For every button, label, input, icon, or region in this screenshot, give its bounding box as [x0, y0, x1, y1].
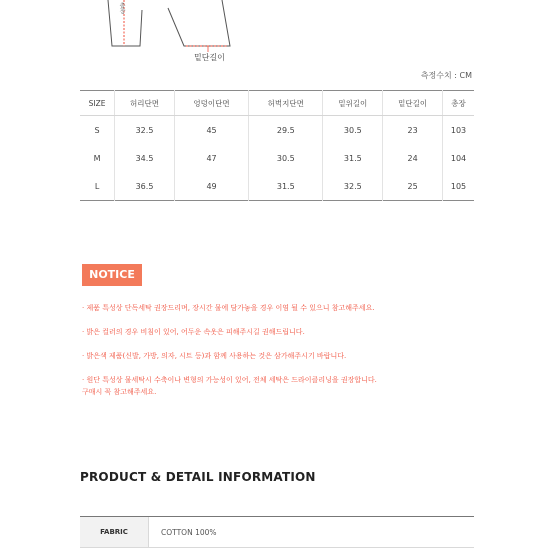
- size-table-header-cell: 밑위길이: [323, 91, 383, 116]
- size-table: [80, 90, 474, 201]
- product-info-table: [80, 516, 474, 548]
- size-value-cell: 47: [174, 144, 248, 172]
- size-table-header-cell: 허리단면: [115, 91, 175, 116]
- product-detail-title: PRODUCT & DETAIL INFORMATION: [80, 470, 316, 484]
- fabric-value: COTTON 100%: [161, 527, 217, 537]
- notice-list: [82, 302, 462, 410]
- size-value-cell: 31.5: [249, 172, 323, 201]
- size-value-cell: 34.5: [115, 144, 175, 172]
- size-value-cell: 36.5: [115, 172, 175, 201]
- notice-item: · 밝은 컬러의 경우 비침이 있어, 어두운 속옷은 피해주시길 권해드립니다.: [82, 328, 305, 336]
- size-value-cell: 32.5: [115, 116, 175, 145]
- total-length-label: 총장: [118, 2, 125, 14]
- hem-length-label: 밑단길이: [194, 53, 225, 62]
- size-value-cell: 45: [174, 116, 248, 145]
- size-table-header: [80, 91, 474, 116]
- size-value-cell: 103: [450, 125, 467, 135]
- notice-badge: NOTICE: [82, 264, 142, 286]
- size-table-row: [80, 144, 474, 172]
- size-value-cell: 32.5: [323, 172, 383, 201]
- notice-item: · 원단 특성상 물세탁시 수축이나 변형의 가능성이 있어, 전체 세탁은 드라이클리닝을 권장합니다. 구매시 꼭 참고해주세요.: [82, 376, 377, 396]
- size-name-cell: L: [80, 172, 115, 201]
- size-name-cell: M: [80, 144, 115, 172]
- size-value-cell: 49: [174, 172, 248, 201]
- size-table-header-cell: SIZE: [80, 91, 115, 116]
- size-value-cell: 24: [383, 144, 443, 172]
- notice-item: · 밝은색 제품(신발, 가방, 의자, 시트 등)과 함께 사용하는 것은 삼가해주시기 바랍니다.: [82, 352, 347, 360]
- size-value-cell: 30.5: [323, 116, 383, 145]
- size-value-cell: 31.5: [323, 144, 383, 172]
- size-value-cell: 105: [450, 181, 467, 191]
- fabric-label: FABRIC: [80, 517, 149, 547]
- size-table-header-cell: 총장: [443, 91, 475, 116]
- size-table-header-cell: 엉덩이단면: [174, 91, 248, 116]
- fabric-row: [80, 517, 474, 548]
- size-table-row: [80, 172, 474, 201]
- size-table-header-cell: 허벅지단면: [249, 91, 323, 116]
- size-value-cell: 30.5: [249, 144, 323, 172]
- size-value-cell: 23: [383, 116, 443, 145]
- size-table-row: [80, 116, 474, 145]
- size-name-cell: S: [80, 116, 115, 145]
- size-value-cell: 104: [450, 153, 467, 163]
- size-value-cell: 25: [383, 172, 443, 201]
- measurement-unit: 측정수치 : CM: [420, 71, 472, 80]
- size-value-cell: 29.5: [249, 116, 323, 145]
- notice-item: · 제품 특성상 단독세탁 권장드리며, 장시간 물에 담가놓을 경우 이염 될 수 있으니 참고해주세요.: [82, 304, 375, 312]
- pants-diagram: [80, 0, 340, 70]
- size-table-header-cell: 밑단길이: [383, 91, 443, 116]
